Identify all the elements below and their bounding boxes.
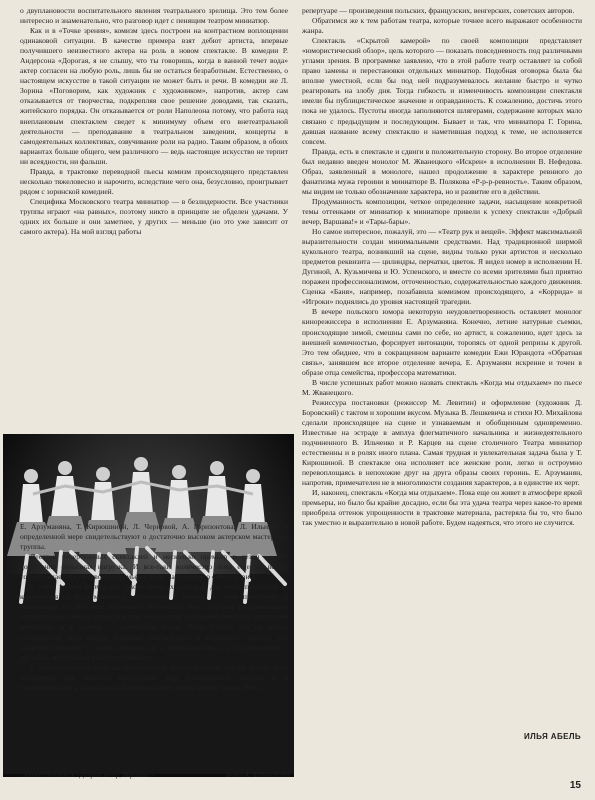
paragraph: Как и в «Точке зрения», комизм здесь построен на контрастном воплощении одинаковой ситуации. В качестве примера взят дебют артиста, впервые получившего неизвестного актера на роль в новом спектакле. В комедии Р. Андерсона «Дорогая, я не слышу, что ты говоришь, когда в ванной течет вода» актер согласен на любую роль, лишь бы не остаться безработным. Естественно, о настоящем искусстве в такой ситуации не может быть и речи. В комедии же Л. Зорина «Поговорим, как художник с художником», напротив, актер сам отказывается от творчества, подкрепляя свое решение доводами, так сказать, житейского порядка. Он отказывается от роли Наполеона потому, что работа над внеплановым спектаклем сведет к минимуму объем его внетеатральной деятельности — преподавание в театральном заведении, концерты в самодеятельных коллективах, озвучивание роли на радио. Таким образом, в обоих вариантах больше общего, чем различного — ведь настоящее искусство не терпит ни всеядности, ни фальши.: [20, 26, 288, 166]
paragraph: С содержательной стороны репертуарная направленность театра может быть обозначена как попытка представить мир (понимаемый театром и в географическом и в социально-бытовом плане) сквозь призму смеха. В его: [20, 662, 288, 692]
paragraph: И, наконец, спектакль «Когда мы отдыхаем». Пока еще он живет в атмосфере яркой премьеры, но было бы крайне досадно, если бы эта удача театра через какое-то время приобрела оттенок упрощенности в трактовке материала, растеряла бы то, что было так уместно и выразительно в новой работе. Будем надеяться, что этого не случится.: [302, 488, 582, 528]
paragraph: Правда, есть в спектакле и сдвиги в положительную сторону. Во второе отделение был недавно введен монолог М. Жванецкого «Искрен» в исполнении В. Нефедова. Образ, заявленный в монологе, нашел продолжение в характере ревниого до фанатизма мужа героини в миниатюре В. Полякова «Р-р-р-ревность». Таким образом, мы видим не только обозначение характера, но и развитие его в действии.: [302, 146, 582, 196]
paragraph: Продуманность композиции, четкое определение задачи, насыщение конкретной темы оттенками от миниатюр к миниатюре привели к успеху спектакли «Добрый вечер, Варшава!» и «Тары-бары».: [302, 196, 582, 226]
article-column-left-top: [20, 6, 288, 446]
paragraph: В числе успешных работ можно назвать спектакль «Когда мы отдыхаем» по пьесе М. Жванецкого.: [302, 377, 582, 397]
paragraph: Но самое интересное, пожалуй, это — «Театр рук и вещей». Эффект максимальной выразительности создан минимальными средствами. Над традиционной ширмой кукольного театра, возникший на сцене, видны только руки артистов и несколько предметов реквизита — цилиндры, перчатки, цветок. Я видел номер в исполнении Н. Дугиной, А. Кузьмичева и Ю. Успенского, и вместе со всеми зрителями был приятно поражен профессионализмом, отточенностью, содержательностью каждого движения. Сценка «Баня», например, позабавила комизмом происходящего, а «Коррида» и «Игроки» поднялись до уровня настоящей трагедии.: [302, 227, 582, 307]
paragraph: В вечере польского юмора некоторую неудовлетворенность оставляет монолог кинорежиссера в исполнении Е. Арзуманяна. Конечно, летние натурные съемки, происходящие зимой, смешны сами по себе, но артист, к сожалению, идет здесь за внешней комичностью, форсирует интонации, торопясь от одной репризы к другой. Это тем обиднее, что в сокращенном варианте комедии Ежи Юрандота «Обратная связь», занявшем все второе отделение вечера, Е. Арзуманян искренне и точен в образе отца семейства, профессора математики.: [302, 307, 582, 377]
page-number: 15: [569, 780, 581, 791]
photo-credit: Фото А. ШИБАНОВА: [225, 772, 290, 779]
paragraph: Обратимся же к тем работам театра, которые точнее всего выражают особенности жанра.: [302, 16, 582, 36]
paragraph: Режиссура постановки (режиссер М. Левитин) и оформление (художник Д. Боровский) с тактом и хорошим вкусом. Музыка В. Лешкевича и стихи Ю. Михайлова сделали происходящее на сцене и узнаваемым и обобщенным одновременно. Известные на эстраде в амплуа флегматичного начальника и жизнедеятельного подчиненного В. Ильченко и Р. Карцев на сцене столичного Театра миниатюр естественны и в ролях иного плана. Самая трудная и увлекательная задача была у Т. Кирюшиной. В спектакле она исполняет все женские роли, легко и остроумно перевоплощаясь в непохожие друг на друга образы своих героинь. Е. Арзуманян, напротив, примечателен не в многоликости создания характеров, а в единстве их черт.: [302, 397, 582, 488]
paragraph: Спектакль «Скрытой камерой» по своей композиции представляет «юмористический обзор», цель которого — показать повседневность под различными углами зрения. В программке заявлено, что в этой работе театр оставляет за собой право замены и перестановки отдельных миниатюр. Подобная оговорка была бы вполне уместной, если бы под ней подразумевалось желание быстро и чутко реагировать на злобу дня. Тогда гибкость и изменчивость композиции спектакля имели бы публицистическое значение и оправданность. К сожалению, достичь этого пока не удалось. Пустоты иногда заполняются шлягерами, содержание которых мало связано с предыдущим и последующим. Бывает и так, что миниатюра Г. Горина, давшая название всему спектаклю и наметившая подход к теме, не исполняется совсем.: [302, 36, 582, 146]
article-column-right: [302, 6, 582, 754]
paragraph: репертуаре — произведения польских, французских, венгерских, советских авторов.: [302, 6, 575, 15]
paragraph: Десяток репертуарных спектаклей и несколько премьер в сезон — это достаточно серьезная нагрузка. И все-таки количество пока еще не всегда сопровождается качеством, а премьеры редко заставляют о себе говорить.: [20, 552, 288, 582]
paragraph: Правда, в трактовке переводной пьесы комизм происходящего представлен несколько тяжеловесно и нарочито, вследствие чего она, безусловно, проигрывает рядом с зоринской комедией.: [20, 166, 288, 196]
paragraph: Специфика Московского театра миниатюр — в безлидерности. Все участники труппы играют «на равных», поэтому никто в принципе не обделен удачами. У одних их больше и они заметнее, у других — меньше (но это уже зависит от самого актера). На мой взгляд работы: [20, 196, 288, 237]
paragraph: Е. Арзуманяна, Т. Кирюшиной, Л. Черновой, А. Горизонтова, Л. Ильиной в определенной мере свидетельствуют о достаточно высоком актерском мастерстве труппы.: [20, 522, 288, 552]
author-signature: ИЛЬЯ АБЕЛЬ: [523, 732, 581, 741]
paragraph: С точки зрения формы для такого театра характерны два типа спектаклей — композиция из ряда миниатюр, собранных в единую по теме программу, и композиция из двух или нескольких небольших пьес, которые раскрывающих определенную тему. Случается и так, что в одном отделении спектакля идет серия миниатюр, а в другом — одноактная пьеса. Жаль только, что не всегда соблюдается мера между законами театрального и эстрадного зрелищ, что зачастую приводит с одной стороны, не к театральности, а к театральщине, с другой — к открытой иллюстративности.: [20, 582, 288, 662]
photo-caption: Эпизод спектакля «Добрый вечер, Варшава!»: [22, 772, 155, 779]
paragraph: о двуплановости воспитательного явления театрального зрелища. Это тем более интересно и знаменательно, что разговор идет с пенящим театром миниатюр.: [20, 6, 288, 26]
article-column-left-bottom: [20, 522, 288, 790]
